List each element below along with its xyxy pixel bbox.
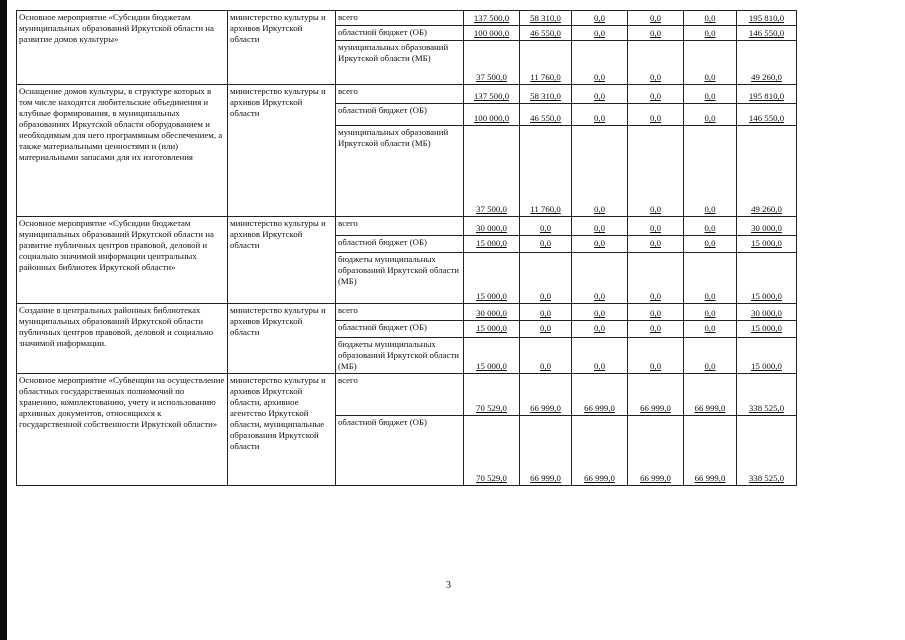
amount-value: 0,0 bbox=[540, 291, 551, 301]
amount-value: 0,0 bbox=[594, 308, 605, 318]
amount-cell bbox=[572, 338, 628, 374]
budget-table-sheet bbox=[16, 10, 796, 486]
amount-cell bbox=[684, 321, 737, 338]
budget-table-body bbox=[17, 11, 797, 486]
amount-value: 0,0 bbox=[704, 361, 716, 371]
amount-value: 0,0 bbox=[650, 13, 661, 23]
amount-cell bbox=[628, 85, 684, 104]
amount-cell bbox=[572, 104, 628, 126]
executor-cell: министерство культуры и архивов Иркутской области bbox=[228, 304, 336, 374]
amount-cell bbox=[520, 253, 572, 304]
amount-cell bbox=[520, 416, 572, 486]
funding-source-cell: всего bbox=[336, 304, 464, 321]
amount-value: 70 529,0 bbox=[476, 473, 507, 483]
amount-cell bbox=[464, 126, 520, 217]
amount-value: 0,0 bbox=[704, 91, 716, 101]
amount-value: 0,0 bbox=[594, 204, 605, 214]
amount-value: 195 810,0 bbox=[748, 13, 785, 23]
amount-value: 46 550,0 bbox=[530, 113, 561, 123]
amount-cell bbox=[684, 104, 737, 126]
amount-value: 0,0 bbox=[594, 28, 605, 38]
amount-value: 146 550,0 bbox=[748, 113, 785, 123]
amount-value: 0,0 bbox=[594, 323, 605, 333]
amount-cell bbox=[684, 126, 737, 217]
measure-name-cell: Основное мероприятие «Субвенции на осуществление областных государственных полномочий по хранению, комплектованию, учету и использованию архивных документов, относящихся к государственной собственности Иркутской области» bbox=[17, 374, 228, 486]
amount-value: 66 999,0 bbox=[530, 403, 561, 413]
amount-cell bbox=[628, 104, 684, 126]
amount-value: 0,0 bbox=[594, 291, 605, 301]
funding-source-cell: бюджеты муниципальных образований Иркутской области (МБ) bbox=[336, 253, 464, 304]
amount-value: 30 000,0 bbox=[751, 308, 782, 318]
amount-value: 0,0 bbox=[704, 28, 716, 38]
amount-value: 137 500,0 bbox=[473, 13, 510, 23]
amount-value: 66 999,0 bbox=[584, 403, 615, 413]
amount-cell bbox=[684, 26, 737, 41]
amount-cell bbox=[684, 374, 737, 416]
amount-cell bbox=[737, 304, 797, 321]
amount-value: 0,0 bbox=[704, 291, 716, 301]
amount-value: 0,0 bbox=[540, 238, 551, 248]
executor-cell: министерство культуры и архивов Иркутской области bbox=[228, 217, 336, 304]
amount-cell bbox=[520, 374, 572, 416]
amount-cell bbox=[572, 11, 628, 26]
amount-cell bbox=[520, 304, 572, 321]
amount-value: 100 000,0 bbox=[473, 113, 510, 123]
amount-value: 15 000,0 bbox=[751, 323, 782, 333]
amount-cell bbox=[520, 126, 572, 217]
amount-value: 66 999,0 bbox=[640, 403, 671, 413]
amount-cell bbox=[520, 26, 572, 41]
amount-cell bbox=[737, 126, 797, 217]
amount-value: 15 000,0 bbox=[476, 291, 507, 301]
funding-source-cell: областной бюджет (ОБ) bbox=[336, 321, 464, 338]
amount-value: 0,0 bbox=[594, 238, 605, 248]
amount-cell bbox=[520, 236, 572, 253]
amount-cell bbox=[737, 416, 797, 486]
amount-value: 0,0 bbox=[650, 113, 661, 123]
amount-value: 66 999,0 bbox=[694, 473, 726, 483]
amount-cell bbox=[464, 85, 520, 104]
amount-cell bbox=[572, 217, 628, 236]
amount-value: 146 550,0 bbox=[748, 28, 785, 38]
funding-source-cell: всего bbox=[336, 217, 464, 236]
amount-cell bbox=[572, 321, 628, 338]
amount-cell bbox=[684, 338, 737, 374]
amount-cell bbox=[628, 416, 684, 486]
amount-value: 338 525,0 bbox=[748, 473, 785, 483]
measure-name-cell: Основное мероприятие «Субсидии бюджетам муниципальных образований Иркутской области на развитие публичных центров правовой, деловой и социально значимой информации центральных районных библиотек Иркутской области» bbox=[17, 217, 228, 304]
amount-value: 0,0 bbox=[594, 113, 605, 123]
funding-source-cell: всего bbox=[336, 11, 464, 26]
amount-cell bbox=[464, 26, 520, 41]
amount-cell bbox=[628, 11, 684, 26]
amount-value: 15 000,0 bbox=[476, 361, 507, 371]
table-row bbox=[17, 374, 797, 416]
amount-cell bbox=[520, 41, 572, 85]
amount-cell bbox=[628, 304, 684, 321]
amount-cell bbox=[737, 374, 797, 416]
scan-edge-bar bbox=[0, 0, 7, 640]
amount-value: 0,0 bbox=[704, 72, 716, 82]
funding-source-cell: областной бюджет (ОБ) bbox=[336, 26, 464, 41]
amount-value: 0,0 bbox=[704, 13, 716, 23]
amount-value: 49 260,0 bbox=[751, 204, 782, 214]
amount-cell bbox=[572, 26, 628, 41]
amount-cell bbox=[628, 321, 684, 338]
amount-cell bbox=[737, 217, 797, 236]
amount-value: 0,0 bbox=[650, 308, 661, 318]
amount-value: 0,0 bbox=[704, 223, 716, 233]
table-row bbox=[17, 304, 797, 321]
amount-cell bbox=[464, 416, 520, 486]
amount-value: 0,0 bbox=[704, 113, 716, 123]
amount-cell bbox=[737, 338, 797, 374]
amount-value: 11 760,0 bbox=[530, 204, 561, 214]
amount-value: 195 810,0 bbox=[748, 91, 785, 101]
amount-value: 0,0 bbox=[594, 91, 605, 101]
amount-cell bbox=[684, 304, 737, 321]
funding-source-cell: областной бюджет (ОБ) bbox=[336, 416, 464, 486]
funding-source-cell: всего bbox=[336, 374, 464, 416]
amount-cell bbox=[464, 374, 520, 416]
amount-cell bbox=[737, 253, 797, 304]
amount-cell bbox=[464, 236, 520, 253]
amount-value: 0,0 bbox=[704, 323, 716, 333]
amount-cell bbox=[628, 41, 684, 85]
amount-value: 0,0 bbox=[650, 238, 661, 248]
amount-cell bbox=[464, 104, 520, 126]
executor-cell: министерство культуры и архивов Иркутской области bbox=[228, 85, 336, 217]
amount-cell bbox=[684, 85, 737, 104]
amount-cell bbox=[520, 217, 572, 236]
amount-cell bbox=[520, 104, 572, 126]
amount-value: 0,0 bbox=[650, 291, 661, 301]
amount-value: 0,0 bbox=[704, 204, 716, 214]
amount-cell bbox=[737, 41, 797, 85]
page-number: 3 bbox=[446, 580, 451, 591]
measure-name-cell: Основное мероприятие «Субсидии бюджетам муниципальных образований Иркутской области на развитие домов культуры» bbox=[17, 11, 228, 85]
amount-cell bbox=[628, 253, 684, 304]
amount-value: 58 310,0 bbox=[530, 13, 561, 23]
amount-value: 30 000,0 bbox=[751, 223, 782, 233]
amount-cell bbox=[464, 253, 520, 304]
amount-value: 0,0 bbox=[540, 223, 551, 233]
amount-cell bbox=[572, 253, 628, 304]
amount-cell bbox=[464, 338, 520, 374]
amount-value: 70 529,0 bbox=[476, 403, 507, 413]
amount-cell bbox=[737, 321, 797, 338]
amount-value: 0,0 bbox=[650, 28, 661, 38]
amount-cell bbox=[464, 321, 520, 338]
amount-cell bbox=[684, 236, 737, 253]
amount-cell bbox=[737, 236, 797, 253]
funding-source-cell: муниципальных образований Иркутской области (МБ) bbox=[336, 126, 464, 217]
amount-value: 66 999,0 bbox=[640, 473, 671, 483]
amount-value: 0,0 bbox=[540, 323, 551, 333]
amount-value: 30 000,0 bbox=[476, 223, 507, 233]
amount-cell bbox=[464, 217, 520, 236]
amount-value: 338 525,0 bbox=[748, 403, 785, 413]
amount-value: 137 500,0 bbox=[473, 91, 510, 101]
amount-cell bbox=[464, 11, 520, 26]
amount-cell bbox=[572, 41, 628, 85]
funding-source-cell: муниципальных образований Иркутской области (МБ) bbox=[336, 41, 464, 85]
amount-cell bbox=[737, 11, 797, 26]
amount-value: 66 999,0 bbox=[530, 473, 561, 483]
amount-cell bbox=[737, 104, 797, 126]
amount-value: 37 500,0 bbox=[476, 72, 507, 82]
amount-value: 15 000,0 bbox=[751, 361, 782, 371]
amount-value: 37 500,0 bbox=[476, 204, 507, 214]
amount-cell bbox=[572, 236, 628, 253]
amount-cell bbox=[572, 85, 628, 104]
amount-cell bbox=[684, 253, 737, 304]
executor-cell: министерство культуры и архивов Иркутской области bbox=[228, 11, 336, 85]
amount-value: 15 000,0 bbox=[751, 238, 782, 248]
amount-value: 66 999,0 bbox=[694, 403, 726, 413]
amount-value: 0,0 bbox=[650, 361, 661, 371]
executor-cell: министерство культуры и архивов Иркутской области, архивное агентство Иркутской области, муниципальные образования Иркутской области bbox=[228, 374, 336, 486]
amount-cell bbox=[520, 338, 572, 374]
amount-value: 0,0 bbox=[704, 308, 716, 318]
amount-value: 0,0 bbox=[650, 323, 661, 333]
amount-cell bbox=[684, 217, 737, 236]
amount-cell bbox=[628, 236, 684, 253]
amount-value: 46 550,0 bbox=[530, 28, 561, 38]
amount-value: 0,0 bbox=[540, 308, 551, 318]
amount-value: 66 999,0 bbox=[584, 473, 615, 483]
funding-source-cell: областной бюджет (ОБ) bbox=[336, 104, 464, 126]
amount-cell bbox=[628, 26, 684, 41]
measure-name-cell: Создание в центральных районных библиотеках муниципальных образований Иркутской области публичных центров правовой, деловой и социально значимой информации. bbox=[17, 304, 228, 374]
amount-cell bbox=[737, 85, 797, 104]
amount-value: 0,0 bbox=[594, 361, 605, 371]
amount-cell bbox=[628, 374, 684, 416]
amount-cell bbox=[737, 26, 797, 41]
amount-value: 0,0 bbox=[594, 13, 605, 23]
amount-cell bbox=[572, 304, 628, 321]
measure-name-cell: Оснащение домов культуры, в структуре которых в том числе находятся любительские объединения и клубные формирования, в муниципальных образованиях Иркутской области оборудованием и необходимым для него программным обеспечением, а также материальными ценностями и (или) материальными запасами для их изготовления bbox=[17, 85, 228, 217]
table-row bbox=[17, 11, 797, 26]
amount-cell bbox=[464, 304, 520, 321]
amount-cell bbox=[520, 321, 572, 338]
amount-value: 15 000,0 bbox=[751, 291, 782, 301]
funding-source-cell: бюджеты муниципальных образований Иркутской области (МБ) bbox=[336, 338, 464, 374]
amount-cell bbox=[628, 126, 684, 217]
funding-source-cell: всего bbox=[336, 85, 464, 104]
amount-cell bbox=[684, 41, 737, 85]
amount-cell bbox=[520, 85, 572, 104]
amount-value: 11 760,0 bbox=[530, 72, 561, 82]
amount-value: 15 000,0 bbox=[476, 323, 507, 333]
amount-value: 0,0 bbox=[650, 204, 661, 214]
amount-cell bbox=[684, 416, 737, 486]
amount-value: 0,0 bbox=[704, 238, 716, 248]
amount-cell bbox=[684, 11, 737, 26]
amount-value: 0,0 bbox=[594, 223, 605, 233]
amount-value: 0,0 bbox=[540, 361, 551, 371]
amount-value: 15 000,0 bbox=[476, 238, 507, 248]
amount-cell bbox=[628, 217, 684, 236]
amount-value: 0,0 bbox=[650, 223, 661, 233]
amount-value: 0,0 bbox=[650, 91, 661, 101]
amount-cell bbox=[464, 41, 520, 85]
amount-value: 30 000,0 bbox=[476, 308, 507, 318]
amount-cell bbox=[572, 416, 628, 486]
amount-value: 49 260,0 bbox=[751, 72, 782, 82]
amount-cell bbox=[572, 126, 628, 217]
amount-value: 58 310,0 bbox=[530, 91, 561, 101]
amount-value: 0,0 bbox=[650, 72, 661, 82]
amount-cell bbox=[628, 338, 684, 374]
table-row bbox=[17, 85, 797, 104]
budget-table bbox=[16, 10, 797, 486]
amount-value: 0,0 bbox=[594, 72, 605, 82]
table-row bbox=[17, 217, 797, 236]
funding-source-cell: областной бюджет (ОБ) bbox=[336, 236, 464, 253]
amount-cell bbox=[520, 11, 572, 26]
amount-cell bbox=[572, 374, 628, 416]
amount-value: 100 000,0 bbox=[473, 28, 510, 38]
